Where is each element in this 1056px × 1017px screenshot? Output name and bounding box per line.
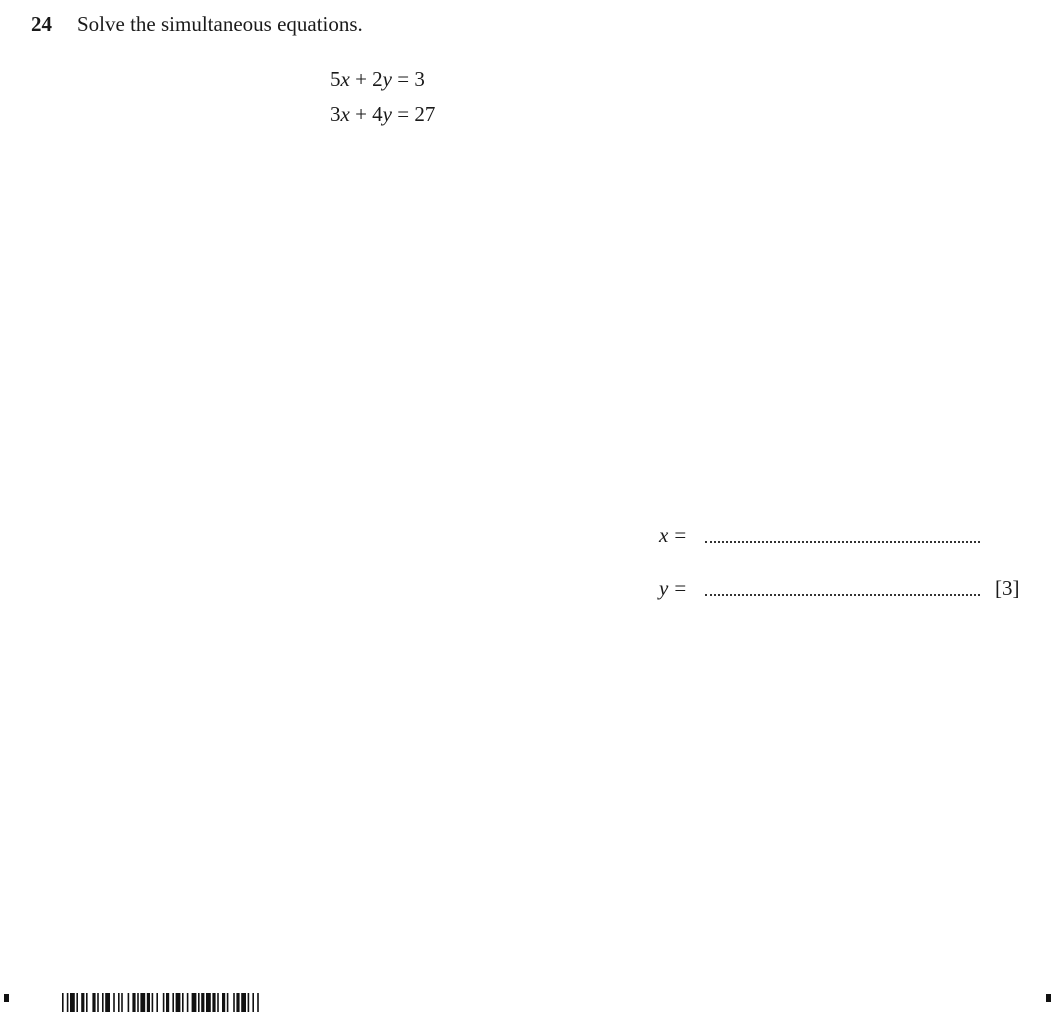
answer-x-label: x bbox=[659, 523, 669, 547]
answer-y-field[interactable] bbox=[705, 575, 980, 601]
equation-2-var-y: y bbox=[382, 102, 392, 126]
barcode bbox=[62, 993, 424, 1012]
answer-row-y bbox=[659, 575, 686, 601]
equation-2-coef-x: 3 bbox=[330, 102, 341, 126]
equation-1-var-x: x bbox=[340, 67, 350, 91]
equation-1-coef-x: 5 bbox=[330, 67, 341, 91]
equation-1-var-y: y bbox=[382, 67, 392, 91]
marks-label: [3] bbox=[995, 576, 1020, 600]
corner-mark-right bbox=[1046, 994, 1051, 1002]
equation-1-rhs: = 3 bbox=[397, 67, 425, 91]
equation-2-var-x: x bbox=[340, 102, 350, 126]
corner-mark-left bbox=[4, 994, 9, 1002]
answer-row-x bbox=[659, 522, 686, 548]
equations-block bbox=[330, 62, 435, 132]
question-number: 24 bbox=[31, 12, 52, 36]
equation-1 bbox=[330, 62, 435, 97]
equation-2 bbox=[330, 97, 435, 132]
equation-2-rhs: = 27 bbox=[397, 102, 436, 126]
question-text: Solve the simultaneous equations. bbox=[77, 12, 363, 36]
equation-1-plus: + bbox=[355, 67, 367, 91]
answer-y-equals: = bbox=[674, 576, 687, 600]
answer-x-field[interactable] bbox=[705, 522, 980, 548]
equation-2-plus: + bbox=[355, 102, 367, 126]
answer-y-label: y bbox=[659, 576, 669, 600]
equation-1-coef-y: 2 bbox=[372, 67, 383, 91]
answer-x-equals: = bbox=[674, 523, 687, 547]
equation-2-coef-y: 4 bbox=[372, 102, 383, 126]
